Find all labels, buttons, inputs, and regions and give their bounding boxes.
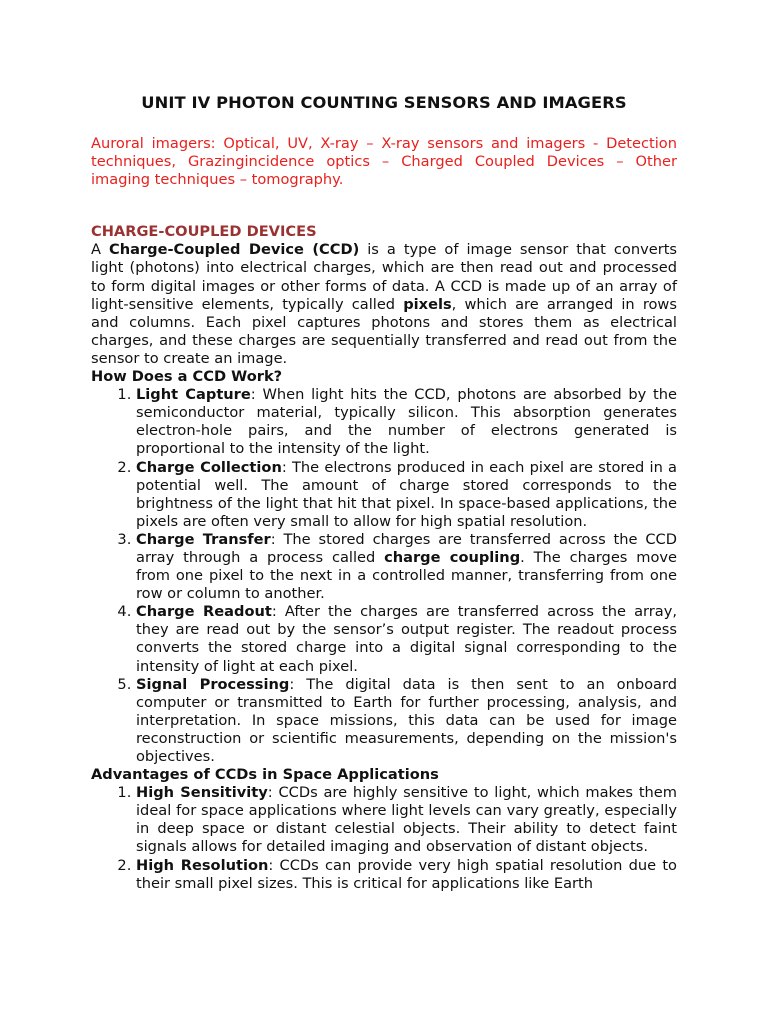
intro-bold-ccd: Charge-Coupled Device (CCD): [108, 241, 360, 259]
item-term: Light Capture: [136, 386, 251, 404]
item-text: . The charges move from one pixel to the next in a controlled manner, transferring from one row or column to another.: [136, 548, 677, 603]
item-text: : The stored charges are transferred across the CCD array through a process called: [136, 530, 677, 566]
intro-text-3: , which are arranged in rows and columns. Each pixel captures photons and stores them as electrical charges, and these charges are sequentially transferred and read out from the sensor to create an image.: [91, 295, 677, 367]
item-bold-phrase: charge coupling: [384, 548, 521, 566]
list-item: [136, 531, 677, 603]
item-term: High Resolution: [136, 856, 269, 874]
page-title: UNIT IV PHOTON COUNTING SENSORS AND IMAGERS: [141, 93, 627, 112]
item-term: Charge Readout: [136, 603, 272, 621]
list-item: [136, 857, 677, 893]
section-heading: CHARGE-COUPLED DEVICES: [91, 223, 317, 241]
list-item: [136, 386, 677, 458]
advantages-list: [91, 784, 677, 893]
document-page: [91, 93, 677, 893]
item-text: : The digital data is then sent to an onboard computer or transmitted to Earth for further processing, analysis, and interpretation. In space missions, this data can be used for image reconstruction or scientific measurements, depending on the mission's objectives.: [136, 675, 677, 765]
intro-paragraph: [91, 241, 677, 368]
item-term: Signal Processing: [136, 675, 290, 693]
item-text: : CCDs can provide very high spatial resolution due to their small pixel sizes. This is critical for applications like Earth: [136, 856, 677, 892]
syllabus-text: Auroral imagers: Optical, UV, X-ray – X-ray sensors and imagers - Detection techniques, Grazingincidence optics – Charged Coupled Devices – Other imaging techniques – tomography.: [91, 135, 677, 189]
list-item: [136, 676, 677, 766]
how-list: [91, 386, 677, 766]
intro-text-1: A: [91, 241, 109, 259]
item-text: : The electrons produced in each pixel are stored in a potential well. The amount of charge stored corresponds to the brightness of the light that hit that pixel. In space-based applications, the pixels are often very small to allow for high spatial resolution.: [136, 458, 677, 530]
list-item: [136, 603, 677, 675]
list-item: [136, 784, 677, 856]
how-heading: How Does a CCD Work?: [91, 368, 283, 386]
item-text: : When light hits the CCD, photons are absorbed by the semiconductor material, typically silicon. This absorption generates electron-hole pairs, and the number of electrons generated is proportional to the intensity of the light.: [136, 386, 677, 458]
item-term: High Sensitivity: [136, 784, 268, 802]
item-text: : After the charges are transferred across the array, they are read out by the sensor’s output register. The readout process converts the stored charge into a digital signal corresponding to the intensity of light at each pixel.: [136, 603, 677, 675]
item-text: : CCDs are highly sensitive to light, which makes them ideal for space applications where light levels can vary greatly, especially in deep space or distant celestial objects. Their ability to detect faint signals allows for detailed imaging and observation of distant objects.: [136, 784, 677, 856]
advantages-heading: Advantages of CCDs in Space Applications: [91, 766, 439, 784]
item-term: Charge Transfer: [136, 530, 271, 548]
item-term: Charge Collection: [136, 458, 282, 476]
intro-text-2: is a type of image sensor that converts light (photons) into electrical charges, which are then read out and processed to form digital images or other forms of data. A CCD is made up of an array of light-sensitive elements, typically called: [91, 241, 678, 313]
list-item: [136, 459, 677, 531]
intro-bold-pixels: pixels: [403, 295, 452, 313]
